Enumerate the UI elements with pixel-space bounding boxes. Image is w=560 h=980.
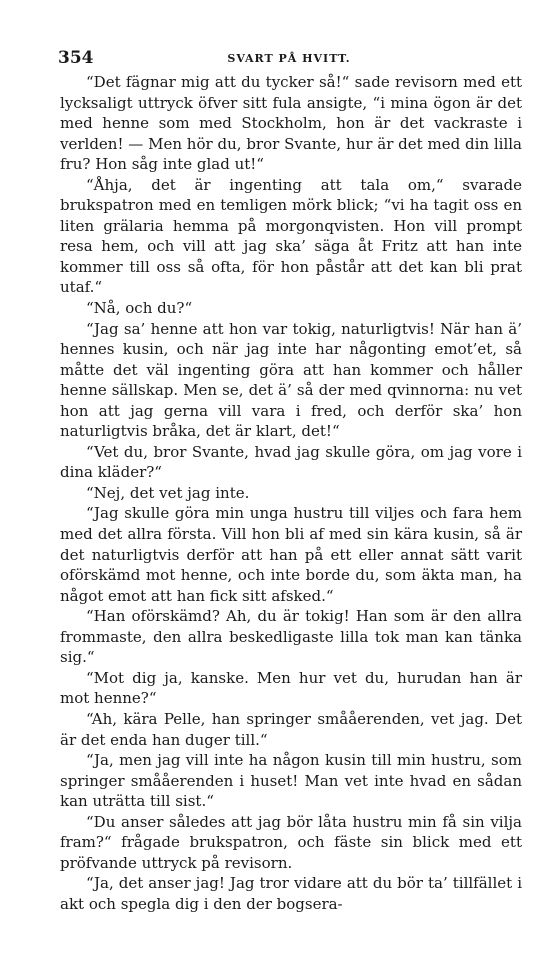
page-header <box>58 46 520 70</box>
body-text <box>60 72 522 914</box>
paragraph: “Jag sa’ henne att hon var tokig, naturligtvis! När han ä’ hennes kusin, och när jag inte har någonting emot’et, så måtte det väl ingenting göra att han kommer och håller henne sällskap. Men se, det ä’ så der med qvinnorna: nu vet hon att jag gerna vill vara i fred, och derför ska’ hon naturligtvis bråka, det är klart, det!“ <box>60 319 522 441</box>
paragraph: “Jag skulle göra min unga hustru till viljes och fara hem med det allra första. Vill hon bli af med sin kära kusin, så är det naturligtvis derför att han på ett eller annat sätt varit oförskämd mot henne, och inte borde du, som äkta man, ha något emot att han fick sitt afsked.“ <box>60 504 522 605</box>
page-number: 354 <box>58 48 94 68</box>
paragraph: “Mot dig ja, kanske. Men hur vet du, hurudan han är mot henne?“ <box>60 668 522 708</box>
paragraph: “Ah, kära Pelle, han springer smååerenden, vet jag. Det är det enda han duger till.“ <box>60 709 522 749</box>
paragraph: “Åhja, det är ingenting att tala om,“ svarade brukspatron med en temligen mörk blick; “vi ha tagit oss en liten grälaria hemma på morgonqvisten. Hon vill prompt resa hem, och vill att jag ska’ säga åt Fritz att han inte kommer till oss så ofta, för hon påstår att det kan bli prat utaf.“ <box>60 175 522 297</box>
paragraph: “Ja, det anser jag! Jag tror vidare att du bör ta’ tillfället i akt och spegla dig i den der bogsera- <box>60 874 522 913</box>
paragraph: “Vet du, bror Svante, hvad jag skulle göra, om jag vore i dina kläder?“ <box>60 442 522 482</box>
paragraph: “Nej, det vet jag inte. <box>86 483 250 502</box>
paragraph: “Han oförskämd? Ah, du är tokig! Han som är den allra frommaste, den allra beskedligaste lilla tok man kan tänka sig.“ <box>60 607 522 667</box>
paragraph: “Ja, men jag vill inte ha någon kusin till min hustru, som springer smååerenden i huset! Man vet inte hvad en sådan kan uträtta till sist.“ <box>60 751 522 811</box>
paragraph: “Nå, och du?“ <box>86 299 193 318</box>
paragraph: “Du anser således att jag bör låta hustru min få sin vilja fram?“ frågade brukspatron, och fäste sin blick med ett pröfvande uttryck på revisorn. <box>60 812 522 872</box>
running-title: SVART PÅ HVITT. <box>227 52 351 65</box>
paragraph: “Det fägnar mig att du tycker så!“ sade revisorn med ett lycksaligt uttryck öfver sitt fula ansigte, “i mina ögon är det med henne som med Stockholm, hon är det vackraste i verlden! — Men hör du, bror Svante, hur är det med din lilla fru? Hon såg inte glad ut!“ <box>60 73 522 174</box>
